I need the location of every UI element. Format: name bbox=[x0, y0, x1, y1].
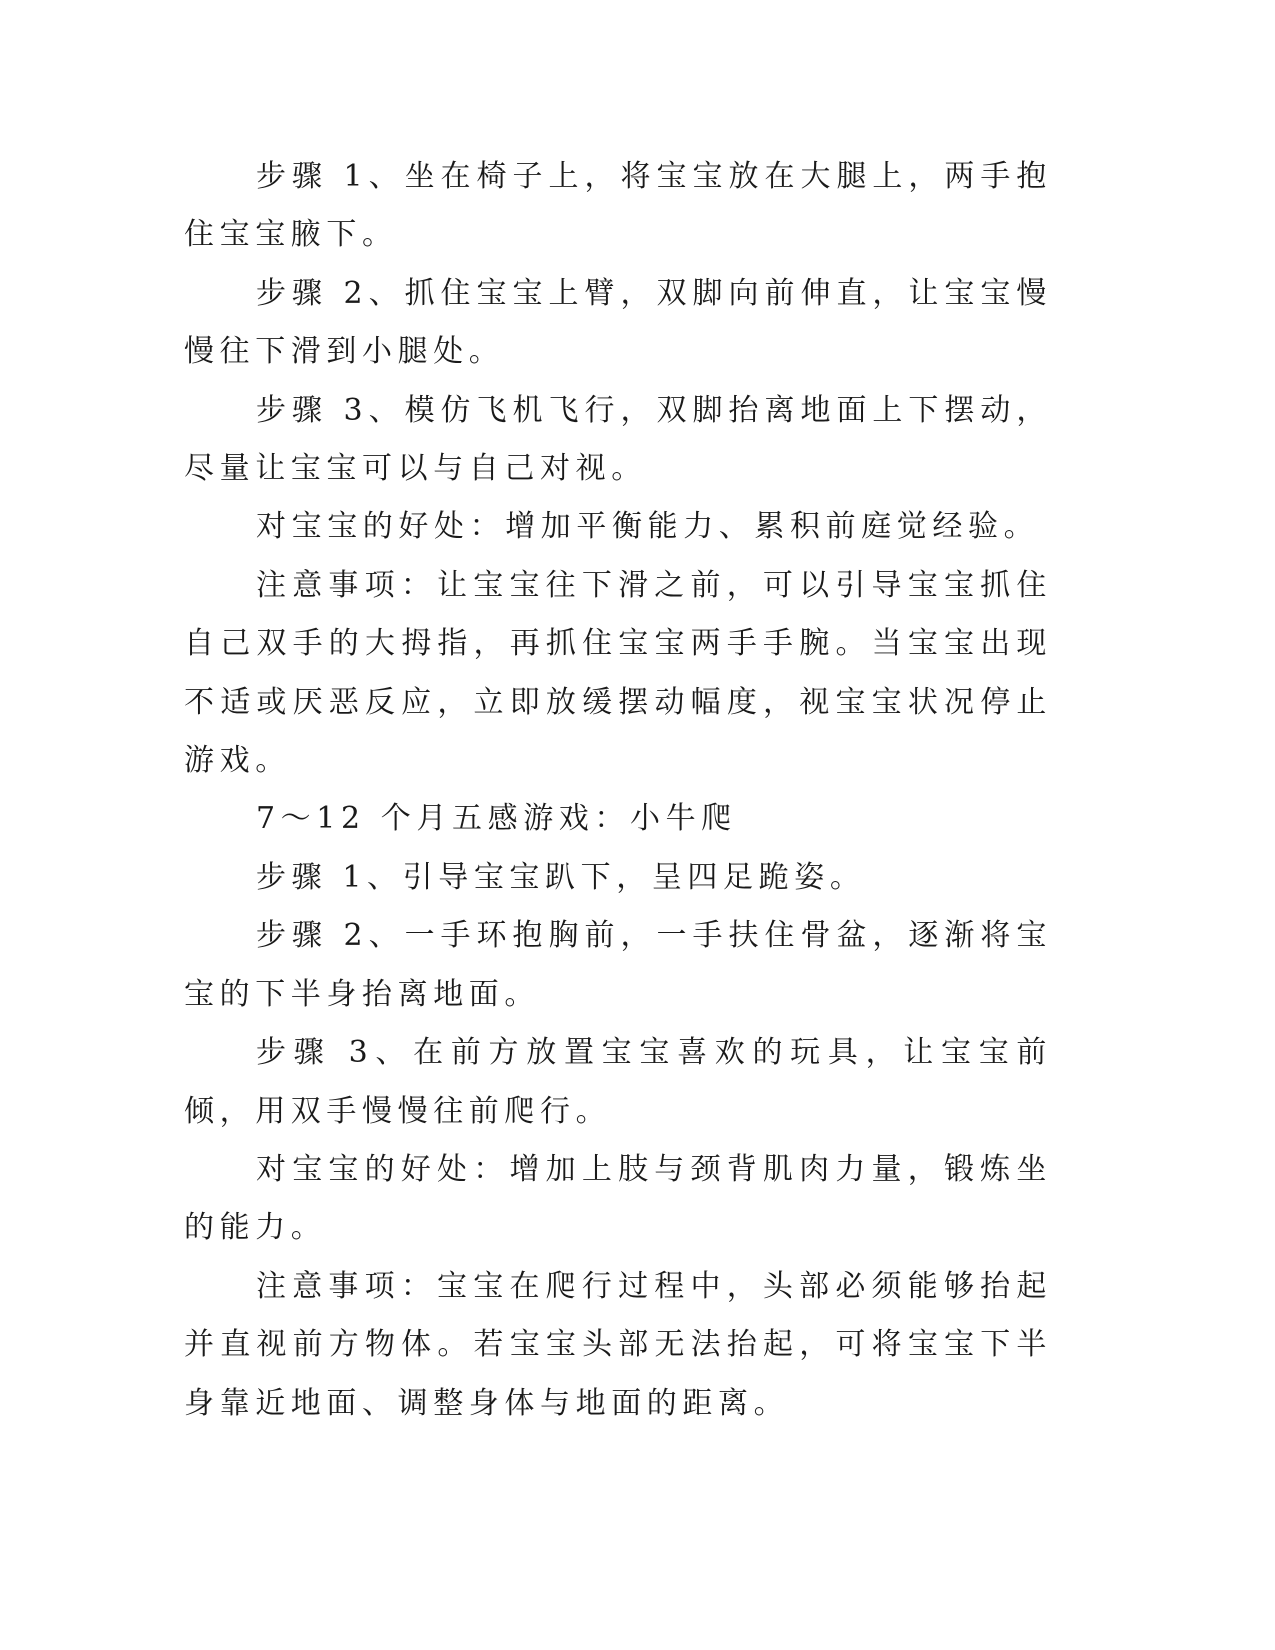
paragraph-crawl-step-3: 步骤 3、在前方放置宝宝喜欢的玩具，让宝宝前倾，用双手慢慢往前爬行。 bbox=[184, 1035, 1052, 1129]
paragraph-airplane-step-1: 步骤 1、坐在椅子上，将宝宝放在大腿上，两手抱住宝宝腋下。 bbox=[184, 159, 1052, 253]
paragraph-crawl-notes: 注意事项：宝宝在爬行过程中，头部必须能够抬起并直视前方物体。若宝宝头部无法抬起，可将宝宝下半身靠近地面、调整身体与地面的距离。 bbox=[184, 1268, 1052, 1421]
document-body bbox=[184, 148, 1052, 1433]
paragraph-crawl-benefits: 对宝宝的好处：增加上肢与颈背肌肉力量，锻炼坐的能力。 bbox=[184, 1151, 1052, 1246]
section-heading-calf-crawl: 7～12 个月五感游戏：小牛爬 bbox=[256, 801, 737, 837]
paragraph-airplane-benefits: 对宝宝的好处：增加平衡能力、累积前庭觉经验。 bbox=[256, 509, 1040, 545]
paragraph-airplane-step-3: 步骤 3、模仿飞机飞行，双脚抬离地面上下摆动，尽量让宝宝可以与自己对视。 bbox=[184, 392, 1052, 487]
paragraph-crawl-step-1: 步骤 1、引导宝宝趴下，呈四足跪姿。 bbox=[256, 859, 866, 895]
paragraph-crawl-step-2: 步骤 2、一手环抱胸前，一手扶住骨盆，逐渐将宝宝的下半身抬离地面。 bbox=[184, 918, 1052, 1012]
paragraph-airplane-notes: 注意事项：让宝宝往下滑之前，可以引导宝宝抓住自己双手的大拇指，再抓住宝宝两手手腕。当宝宝出现不适或厌恶反应，立即放缓摆动幅度，视宝宝状况停止游戏。 bbox=[184, 567, 1052, 779]
paragraph-airplane-step-2: 步骤 2、抓住宝宝上臂，双脚向前伸直，让宝宝慢慢往下滑到小腿处。 bbox=[184, 275, 1052, 370]
